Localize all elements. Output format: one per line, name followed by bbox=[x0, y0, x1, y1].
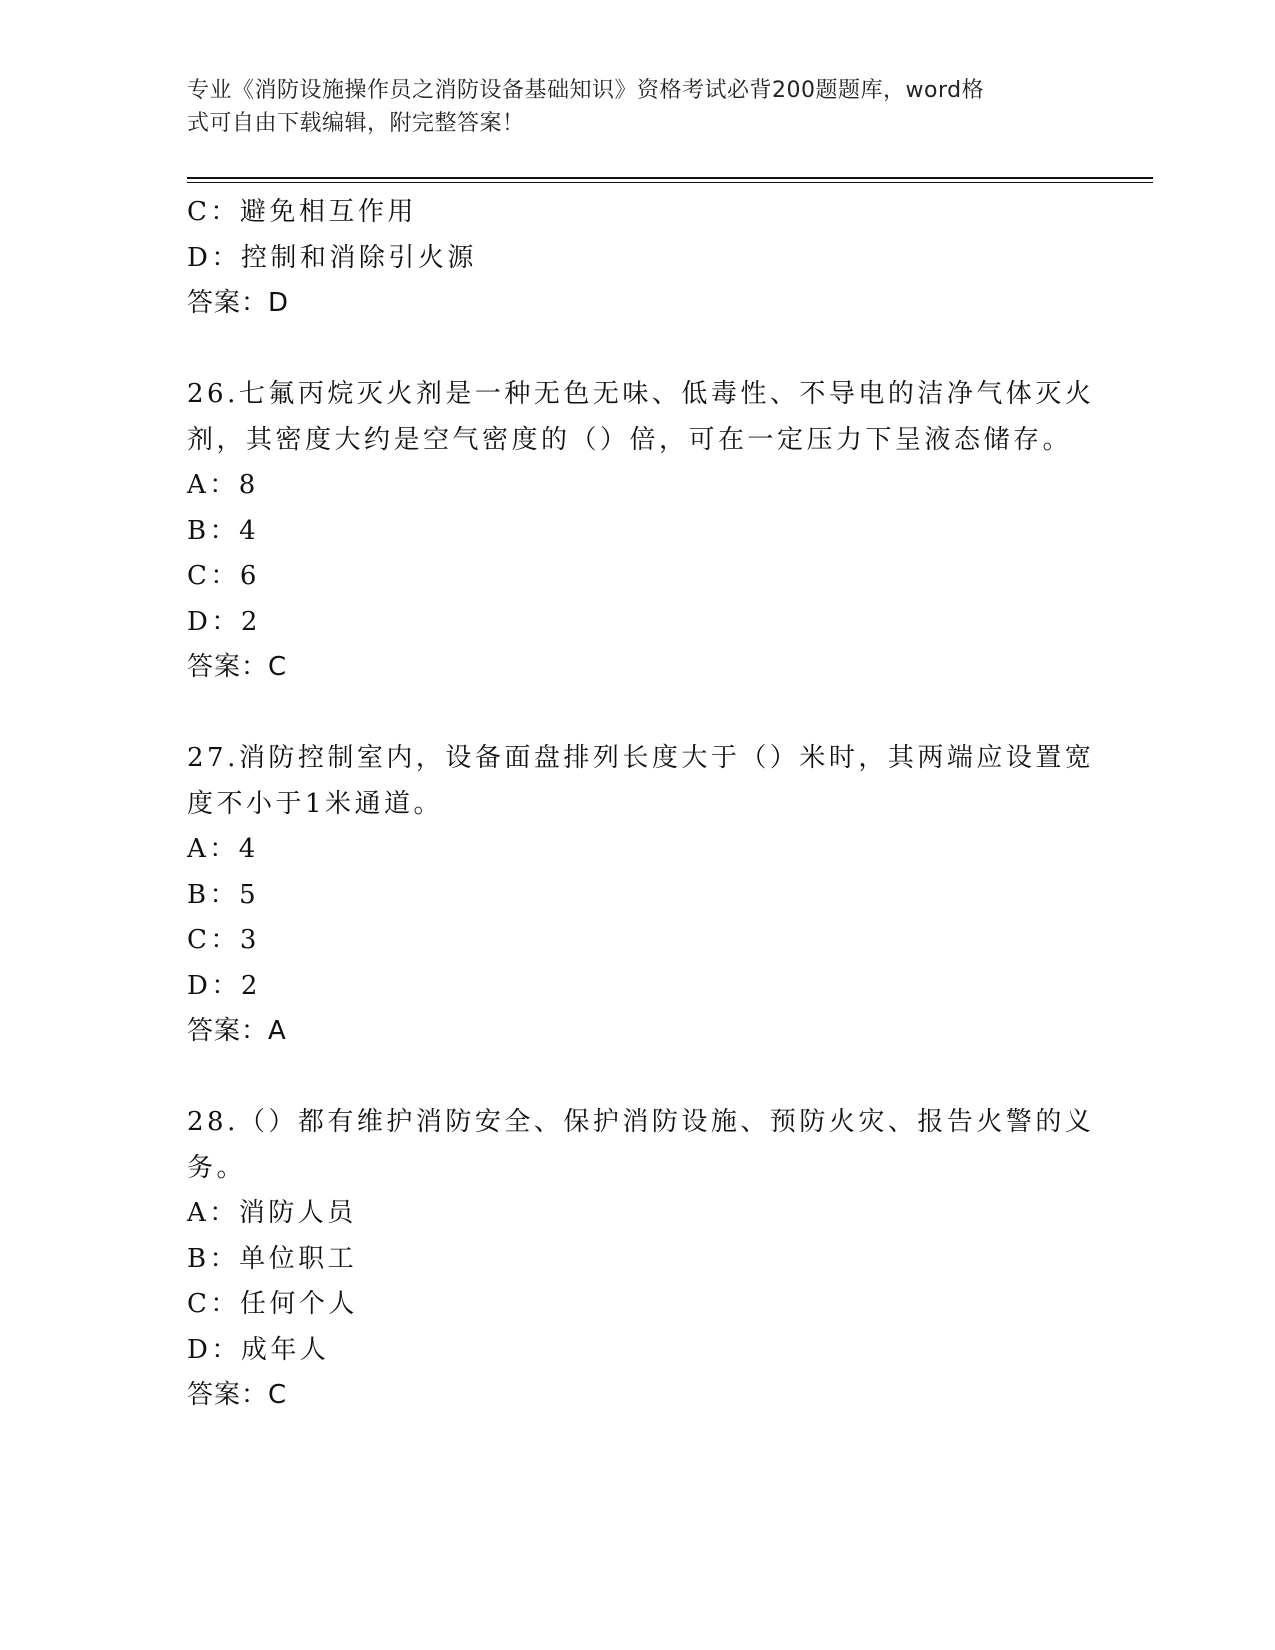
option-a: A：8 bbox=[187, 470, 259, 500]
option-d: D：成年人 bbox=[187, 1334, 330, 1365]
question-26 bbox=[187, 372, 1095, 691]
answer-line: 答案：A bbox=[187, 1016, 287, 1046]
option-d: D：控制和消除引火源 bbox=[187, 242, 477, 273]
option-c: C：避免相互作用 bbox=[187, 197, 417, 227]
option-c: C：6 bbox=[187, 561, 260, 591]
option-d: D：2 bbox=[187, 970, 261, 1001]
question-text-line: 度不小于1米通道。 bbox=[187, 788, 444, 819]
block-spacer bbox=[187, 691, 1067, 737]
answer-line: 答案：C bbox=[187, 1380, 288, 1410]
question-text-line: 剂，其密度大约是空气密度的（）倍，可在一定压力下呈液态储存。 bbox=[187, 424, 1073, 455]
answer-line: 答案：D bbox=[187, 288, 290, 318]
question-27 bbox=[187, 736, 1095, 1055]
option-b: B：单位职工 bbox=[187, 1243, 358, 1274]
option-c: C：3 bbox=[187, 925, 260, 955]
option-b: B：4 bbox=[187, 515, 260, 546]
question-28 bbox=[187, 1100, 1095, 1419]
option-a: A：消防人员 bbox=[187, 1198, 357, 1228]
option-a: A：4 bbox=[187, 834, 259, 864]
question-text-line: 务。 bbox=[187, 1152, 247, 1183]
header-line-1: 专业《消防设施操作员之消防设备基础知识》资格考试必背200题题库，word格 bbox=[187, 78, 985, 103]
document-header bbox=[187, 74, 1067, 140]
header-divider-thin bbox=[187, 182, 1153, 183]
answer-line: 答案：C bbox=[187, 652, 288, 682]
block-spacer bbox=[187, 327, 1067, 373]
continued-question-block bbox=[187, 190, 1067, 327]
block-spacer bbox=[187, 1055, 1067, 1101]
option-b: B：5 bbox=[187, 879, 260, 910]
option-c: C：任何个人 bbox=[187, 1289, 358, 1319]
question-text-line: 28.（）都有维护消防安全、保护消防设施、预防火灾、报告火警的义 bbox=[187, 1107, 1095, 1137]
question-text-line: 26.七氟丙烷灭火剂是一种无色无味、低毒性、不导电的洁净气体灭火 bbox=[187, 379, 1095, 409]
option-d: D：2 bbox=[187, 606, 261, 637]
header-divider-thick bbox=[187, 177, 1153, 179]
question-content bbox=[187, 190, 1095, 1419]
question-text-line: 27.消防控制室内，设备面盘排列长度大于（）米时，其两端应设置宽 bbox=[187, 743, 1095, 773]
header-line-2: 式可自由下载编辑，附完整答案！ bbox=[187, 111, 525, 136]
